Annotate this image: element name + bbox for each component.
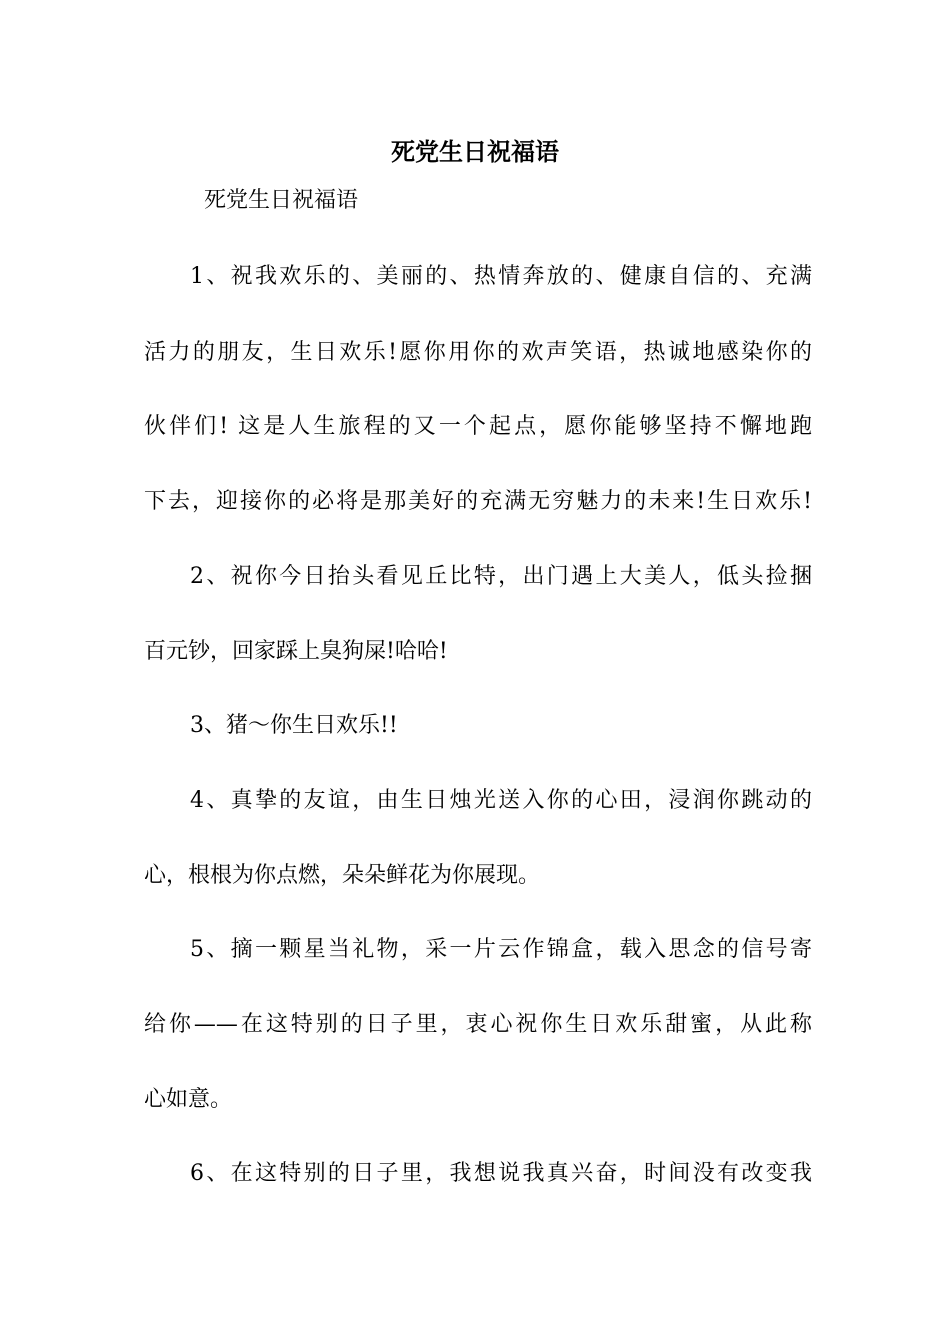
text-line-1: 1、祝我欢乐的、美丽的、热情奔放的、健康自信的、充满 [190, 264, 812, 289]
text-line-6: 百元钞，回家踩上臭狗屎!哈哈! [144, 639, 448, 664]
document-title: 死党生日祝福语 [391, 137, 559, 166]
text-line-2: 活力的朋友，生日欢乐!愿你用你的欢声笑语，热诚地感染你的 [144, 340, 812, 365]
text-line-8: 4、真挚的友谊，由生日烛光送入你的心田，浸润你跳动的 [190, 788, 812, 813]
text-line-7: 3、猪～你生日欢乐!! [190, 713, 398, 738]
text-line-4: 下去，迎接你的必将是那美好的充满无穷魅力的未来!生日欢乐! [144, 489, 812, 514]
text-line-3: 伙伴们! 这是人生旅程的又一个起点，愿你能够坚持不懈地跑 [144, 414, 812, 439]
text-line-5: 2、祝你今日抬头看见丘比特，出门遇上大美人，低头捡捆 [190, 564, 812, 589]
text-line-12: 心如意。 [144, 1087, 233, 1112]
text-line-9: 心，根根为你点燃，朵朵鲜花为你展现。 [144, 863, 541, 888]
text-line-13: 6、在这特别的日子里，我想说我真兴奋，时间没有改变我 [190, 1161, 812, 1186]
text-line-10: 5、摘一颗星当礼物，采一片云作锦盒，载入思念的信号寄 [190, 937, 812, 962]
document-subtitle: 死党生日祝福语 [204, 188, 359, 213]
text-line-11: 给你——在这特别的日子里，衷心祝你生日欢乐甜蜜，从此称 [144, 1012, 812, 1037]
